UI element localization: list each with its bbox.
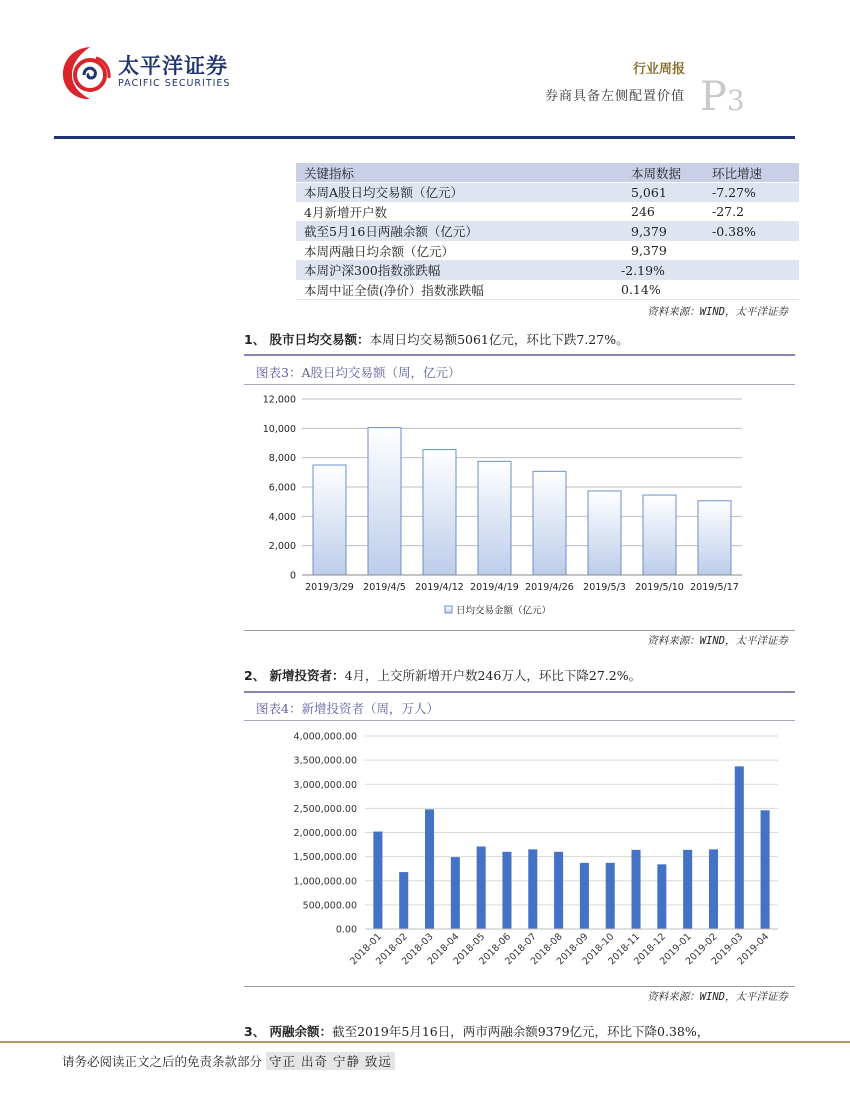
y-tick-label: 2,000 xyxy=(268,541,296,553)
bar xyxy=(313,465,346,575)
x-tick-label: 2018-10 xyxy=(580,931,617,968)
table-cell: 0.14% xyxy=(619,280,706,300)
bar xyxy=(657,864,666,929)
footer-divider xyxy=(0,1041,850,1043)
table-cell: 截至5月16日两融余额（亿元） xyxy=(296,222,619,242)
paragraph-trading-volume xyxy=(244,330,629,348)
figure-bottom-rule xyxy=(244,986,795,987)
y-tick-label: 3,000,000.00 xyxy=(293,779,357,791)
y-tick-label: 1,000,000.00 xyxy=(293,876,357,888)
bar xyxy=(632,850,641,929)
x-tick-label: 2018-08 xyxy=(528,931,565,968)
report-subtitle: 券商具备左侧配置价值 xyxy=(544,89,685,104)
table-row xyxy=(296,183,799,203)
header-info xyxy=(545,58,685,104)
bar xyxy=(643,495,676,575)
x-tick-label: 2018-07 xyxy=(503,931,539,968)
y-tick-label: 500,000.00 xyxy=(302,900,357,912)
bar xyxy=(735,766,744,929)
y-tick-label: 0.00 xyxy=(335,924,357,936)
figure-top-rule xyxy=(244,691,795,693)
paragraph-title: 2、 新增投资者： xyxy=(244,668,345,683)
table-cell xyxy=(706,261,799,281)
y-tick-label: 4,000 xyxy=(268,511,296,523)
table-cell: 本周两融日均余额（亿元） xyxy=(296,241,619,261)
table-cell: 9,379 xyxy=(619,241,706,261)
page-num: 3 xyxy=(726,84,745,117)
bar xyxy=(588,491,621,575)
logo-text-cn: 太平洋证券 xyxy=(118,54,228,78)
paragraph-title: 1、 股市日均交易额： xyxy=(244,332,370,347)
y-tick-label: 3,500,000.00 xyxy=(293,755,357,767)
bar xyxy=(477,846,486,929)
company-logo xyxy=(60,44,280,104)
bar xyxy=(533,471,566,575)
bar xyxy=(683,850,692,929)
table-cell xyxy=(706,280,799,300)
paragraph-text: 4月，上交所新增开户数246万人，环比下降27.2%。 xyxy=(344,668,642,683)
x-tick-label: 2019-01 xyxy=(657,931,694,968)
bar xyxy=(423,450,456,575)
footer-disclaimer: 请务必阅读正文之后的免责条款部分 xyxy=(62,1054,263,1069)
figure-source: 资料来源：WIND，太平洋证券 xyxy=(647,991,788,1003)
table-header-cell: 关键指标 xyxy=(296,163,619,183)
bar xyxy=(399,872,408,929)
table-row xyxy=(296,241,799,261)
figure-bottom-rule xyxy=(244,630,795,631)
table-cell: 4月新增开户数 xyxy=(296,202,619,222)
table-cell: 246 xyxy=(619,202,706,222)
figure-title: 图表3：A股日均交易额（周，亿元） xyxy=(256,365,461,380)
legend-swatch xyxy=(445,606,452,613)
y-tick-label: 2,000,000.00 xyxy=(293,828,357,839)
x-tick-label: 2018-01 xyxy=(348,931,385,968)
bar xyxy=(606,863,615,929)
y-tick-label: 12,000 xyxy=(262,394,296,406)
table-cell: -0.38% xyxy=(706,222,799,242)
y-tick-label: 10,000 xyxy=(262,423,296,435)
bar xyxy=(502,852,511,929)
figure-title-rule xyxy=(244,384,795,385)
bar xyxy=(709,849,718,929)
table-cell xyxy=(706,241,799,261)
table-cell: 本周沪深300指数涨跌幅 xyxy=(296,261,619,281)
x-tick-label: 2018-12 xyxy=(632,931,668,968)
table-cell: 本周中证全债(净价）指数涨跌幅 xyxy=(296,280,619,300)
x-tick-label: 2019/4/12 xyxy=(415,582,464,593)
x-tick-label: 2019/5/17 xyxy=(690,582,739,593)
x-tick-label: 2019/5/10 xyxy=(635,582,684,593)
header-divider xyxy=(54,136,795,139)
x-tick-label: 2018-09 xyxy=(554,931,591,968)
bar xyxy=(425,809,434,929)
paragraph-text: 本周日均交易额5061亿元，环比下跌7.27%。 xyxy=(369,332,629,347)
x-tick-label: 2019/3/29 xyxy=(305,582,354,593)
table-cell: 5,061 xyxy=(619,183,706,203)
footer-motto: 守正 出奇 宁静 致远 xyxy=(266,1052,395,1070)
logo-text-en: PACIFIC SECURITIES xyxy=(118,78,231,89)
figure-top-rule xyxy=(244,354,795,356)
table-row xyxy=(296,261,799,281)
bar xyxy=(554,852,563,929)
x-tick-label: 2019-03 xyxy=(709,931,746,968)
bar xyxy=(580,863,589,929)
bar xyxy=(368,428,401,575)
bar xyxy=(373,832,382,929)
table-cell: 9,379 xyxy=(619,222,706,242)
y-tick-label: 2,500,000.00 xyxy=(293,803,357,815)
bar xyxy=(478,461,511,575)
y-tick-label: 6,000 xyxy=(268,482,296,494)
x-tick-label: 2019-04 xyxy=(735,931,772,968)
x-tick-label: 2018-05 xyxy=(451,931,488,968)
y-tick-label: 4,000,000.00 xyxy=(293,731,357,743)
table-source: 资料来源：WIND，太平洋证券 xyxy=(647,306,788,318)
page-letter: P xyxy=(700,74,727,120)
x-tick-label: 2018-11 xyxy=(606,931,643,968)
table-row xyxy=(296,202,799,222)
logo-mark-icon xyxy=(60,44,114,102)
y-tick-label: 0 xyxy=(289,570,296,582)
daily-turnover-chart xyxy=(244,386,795,628)
x-tick-label: 2019/4/19 xyxy=(470,582,519,593)
table-cell: 本周A股日均交易额（亿元） xyxy=(296,183,619,203)
table-row xyxy=(296,222,799,242)
x-tick-label: 2018-06 xyxy=(477,931,514,968)
page-number xyxy=(700,74,745,120)
x-tick-label: 2018-03 xyxy=(399,931,436,968)
y-tick-label: 8,000 xyxy=(268,453,296,465)
figure-source: 资料来源：WIND，太平洋证券 xyxy=(647,635,788,647)
bar xyxy=(761,810,770,929)
y-tick-label: 1,500,000.00 xyxy=(293,852,357,864)
table-cell: -2.19% xyxy=(619,261,706,281)
key-indicators-table xyxy=(296,163,799,300)
x-tick-label: 2019/4/5 xyxy=(363,582,406,593)
table-header-cell: 本周数据 xyxy=(619,163,706,183)
x-tick-label: 2019-02 xyxy=(683,931,720,968)
report-type: 行业周报 xyxy=(632,62,685,77)
table-header-cell: 环比增速 xyxy=(706,163,799,183)
x-tick-label: 2018-02 xyxy=(373,931,410,968)
new-investors-chart xyxy=(244,722,795,984)
table-header-row xyxy=(296,163,799,183)
bar xyxy=(698,501,731,575)
table-row xyxy=(296,280,799,300)
figure-title-rule xyxy=(244,720,795,721)
x-tick-label: 2018-04 xyxy=(425,931,462,968)
footer xyxy=(62,1052,395,1070)
x-tick-label: 2019/4/26 xyxy=(525,582,574,593)
paragraph-margin-balance xyxy=(244,1022,709,1040)
paragraph-title: 3、 两融余额： xyxy=(244,1024,333,1039)
legend-label: 日均交易金额（亿元） xyxy=(456,605,552,617)
bar xyxy=(528,849,537,929)
table-cell: -7.27% xyxy=(706,183,799,203)
figure-title: 图表4：新增投资者（周，万人） xyxy=(256,701,439,716)
table-cell: -27.2 xyxy=(706,202,799,222)
paragraph-text: 截至2019年5月16日，两市两融余额9379亿元，环比下降0.38%， xyxy=(332,1024,710,1039)
bar xyxy=(451,857,460,929)
x-tick-label: 2019/5/3 xyxy=(583,582,626,593)
paragraph-new-investors xyxy=(244,666,641,684)
